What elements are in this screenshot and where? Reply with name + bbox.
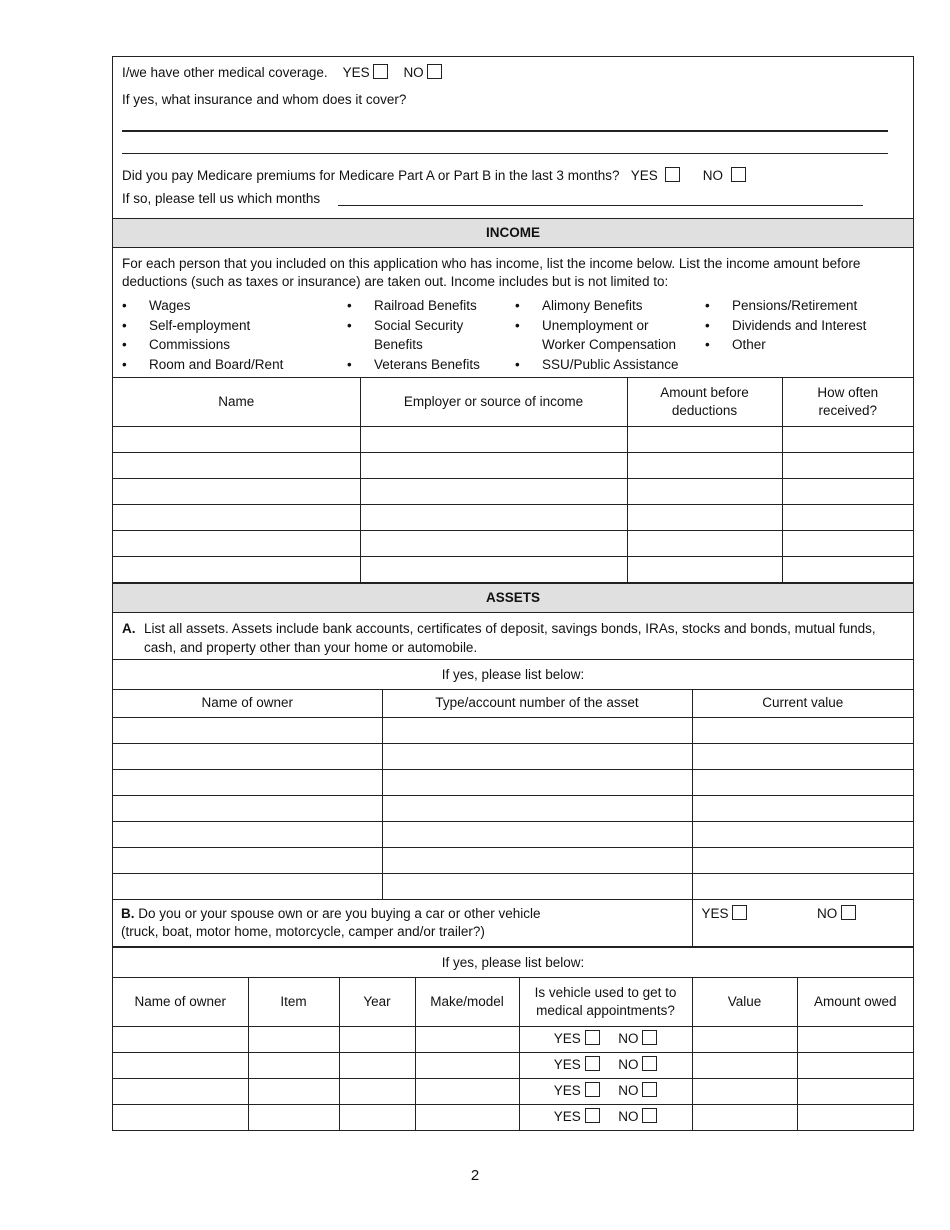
medicare-no-checkbox[interactable] bbox=[731, 167, 746, 182]
income-intro-text: For each person that you included on this application who has income, list the income below. List the income amount before deductions (such as taxes or insurance) are taken out. Income includes but is not limited to: bbox=[122, 256, 861, 289]
coverage-section bbox=[113, 57, 913, 219]
income-source-cell[interactable] bbox=[360, 426, 627, 452]
vehicle-medical-yes-label: YES bbox=[553, 1031, 581, 1046]
vehicle-col-make: Make/model bbox=[415, 978, 519, 1026]
income-frequency-cell[interactable] bbox=[782, 504, 913, 530]
income-types-column-1 bbox=[122, 296, 332, 374]
income-amount-cell[interactable] bbox=[627, 478, 782, 504]
income-source-cell[interactable] bbox=[360, 478, 627, 504]
vehicle-medical-yes-checkbox[interactable] bbox=[585, 1108, 600, 1123]
income-source-cell[interactable] bbox=[360, 556, 627, 582]
vehicle-medical-cell bbox=[519, 1026, 692, 1052]
vehicle-no-label: NO bbox=[817, 906, 838, 921]
vehicle-make-cell[interactable] bbox=[415, 1104, 519, 1130]
vehicle-list-below: If yes, please list below: bbox=[113, 947, 913, 978]
vehicle-owner-cell[interactable] bbox=[113, 1026, 248, 1052]
vehicle-medical-no-label: NO bbox=[618, 1109, 639, 1124]
income-types-list bbox=[122, 296, 904, 376]
vehicle-medical-yes-checkbox[interactable] bbox=[585, 1082, 600, 1097]
vehicle-owed-cell[interactable] bbox=[797, 1026, 913, 1052]
vehicle-question-cell bbox=[113, 900, 692, 947]
coverage-no-label: NO bbox=[403, 65, 424, 80]
medicare-months-input-line[interactable] bbox=[338, 205, 863, 206]
vehicle-year-cell[interactable] bbox=[339, 1104, 415, 1130]
income-type-item: • Commissions bbox=[122, 335, 332, 355]
vehicle-col-owner: Name of owner bbox=[113, 978, 248, 1026]
vehicle-item-cell[interactable] bbox=[248, 1052, 339, 1078]
vehicle-medical-yes-label: YES bbox=[553, 1057, 581, 1072]
asset-type-cell[interactable] bbox=[382, 848, 692, 874]
vehicle-medical-yes-checkbox[interactable] bbox=[585, 1056, 600, 1071]
income-source-cell[interactable] bbox=[360, 530, 627, 556]
vehicle-make-cell[interactable] bbox=[415, 1026, 519, 1052]
assets-table-row bbox=[113, 848, 913, 874]
vehicle-table-row bbox=[113, 1026, 913, 1052]
asset-type-cell[interactable] bbox=[382, 822, 692, 848]
income-table-row bbox=[113, 426, 913, 452]
vehicle-year-cell[interactable] bbox=[339, 1052, 415, 1078]
asset-value-cell[interactable] bbox=[692, 796, 913, 822]
income-type-item: • Unemployment or Worker Compensation bbox=[515, 316, 695, 355]
vehicle-yes-group bbox=[702, 906, 752, 921]
coverage-yes-label: YES bbox=[342, 65, 370, 80]
coverage-no-checkbox[interactable] bbox=[427, 64, 442, 79]
vehicle-question-row bbox=[113, 900, 913, 947]
vehicle-yes-no-cell bbox=[692, 900, 913, 947]
income-type-item: • SSU/Public Assistance bbox=[515, 355, 695, 375]
income-amount-cell[interactable] bbox=[627, 530, 782, 556]
income-type-item: • Alimony Benefits bbox=[515, 296, 695, 316]
income-name-cell[interactable] bbox=[113, 478, 360, 504]
vehicle-owed-cell[interactable] bbox=[797, 1104, 913, 1130]
vehicle-owed-cell[interactable] bbox=[797, 1078, 913, 1104]
income-type-item: • Pensions/Retirement bbox=[705, 296, 905, 316]
vehicle-owner-cell[interactable] bbox=[113, 1104, 248, 1130]
coverage-answer-line-1[interactable] bbox=[122, 130, 888, 132]
vehicle-medical-no-checkbox[interactable] bbox=[642, 1108, 657, 1123]
income-source-cell[interactable] bbox=[360, 452, 627, 478]
income-types-column-3 bbox=[515, 296, 695, 374]
asset-type-cell[interactable] bbox=[382, 874, 692, 900]
assets-table bbox=[113, 690, 913, 948]
asset-type-cell[interactable] bbox=[382, 718, 692, 744]
vehicle-owner-cell[interactable] bbox=[113, 1052, 248, 1078]
assets-table-header bbox=[113, 690, 913, 718]
asset-owner-cell[interactable] bbox=[113, 874, 382, 900]
income-frequency-cell[interactable] bbox=[782, 426, 913, 452]
income-header: INCOME bbox=[113, 219, 913, 248]
income-intro-section bbox=[113, 248, 913, 378]
assets-a-section bbox=[113, 613, 913, 660]
assets-table-row bbox=[113, 874, 913, 900]
vehicle-col-item: Item bbox=[248, 978, 339, 1026]
income-type-item: • Railroad Benefits bbox=[347, 296, 497, 316]
asset-value-cell[interactable] bbox=[692, 744, 913, 770]
vehicle-value-cell[interactable] bbox=[692, 1052, 797, 1078]
income-table bbox=[113, 378, 913, 583]
medicare-no-label: NO bbox=[702, 168, 724, 183]
asset-owner-cell[interactable] bbox=[113, 796, 382, 822]
medicare-months-prompt: If so, please tell us which months bbox=[122, 191, 321, 206]
vehicle-year-cell[interactable] bbox=[339, 1026, 415, 1052]
asset-value-cell[interactable] bbox=[692, 770, 913, 796]
medicare-yes-label: YES bbox=[630, 168, 658, 183]
vehicle-medical-cell bbox=[519, 1052, 692, 1078]
vehicle-value-cell[interactable] bbox=[692, 1078, 797, 1104]
income-frequency-cell[interactable] bbox=[782, 452, 913, 478]
asset-owner-cell[interactable] bbox=[113, 718, 382, 744]
vehicle-col-medical: Is vehicle used to get to medical appointments? bbox=[519, 978, 692, 1026]
income-table-row bbox=[113, 530, 913, 556]
income-frequency-cell[interactable] bbox=[782, 478, 913, 504]
coverage-yes-checkbox[interactable] bbox=[373, 64, 388, 79]
vehicle-no-group bbox=[817, 906, 856, 921]
vehicle-medical-cell bbox=[519, 1078, 692, 1104]
asset-type-cell[interactable] bbox=[382, 796, 692, 822]
vehicle-item-cell[interactable] bbox=[248, 1026, 339, 1052]
vehicle-owed-cell[interactable] bbox=[797, 1052, 913, 1078]
income-frequency-cell[interactable] bbox=[782, 530, 913, 556]
vehicle-col-owed: Amount owed bbox=[797, 978, 913, 1026]
assets-list-below: If yes, please list below: bbox=[113, 660, 913, 690]
vehicle-table bbox=[113, 978, 913, 1130]
assets-table-row bbox=[113, 718, 913, 744]
asset-owner-cell[interactable] bbox=[113, 744, 382, 770]
income-name-cell[interactable] bbox=[113, 426, 360, 452]
assets-table-row bbox=[113, 744, 913, 770]
assets-a-text: List all assets. Assets include bank accounts, certificates of deposit, savings bonds, IRAs, stocks and bonds, mutual funds, cash, and property other than your home or automobile. bbox=[144, 620, 876, 655]
income-name-cell[interactable] bbox=[113, 530, 360, 556]
income-table-row bbox=[113, 556, 913, 582]
income-col-employer: Employer or source of income bbox=[360, 378, 627, 426]
income-type-item: • Other bbox=[705, 335, 905, 355]
assets-b-label: B. bbox=[121, 906, 135, 921]
assets-b-text: Do you or your spouse own or are you buying a car or other vehicle bbox=[138, 906, 541, 921]
coverage-question-row bbox=[122, 64, 442, 80]
income-amount-cell[interactable] bbox=[627, 452, 782, 478]
vehicle-medical-no-checkbox[interactable] bbox=[642, 1082, 657, 1097]
vehicle-year-cell[interactable] bbox=[339, 1078, 415, 1104]
income-types-column-4 bbox=[705, 296, 905, 355]
coverage-answer-line-2[interactable] bbox=[122, 153, 888, 154]
asset-value-cell[interactable] bbox=[692, 848, 913, 874]
income-amount-cell[interactable] bbox=[627, 504, 782, 530]
assets-col-type: Type/account number of the asset bbox=[382, 690, 692, 718]
income-table-row bbox=[113, 452, 913, 478]
asset-value-cell[interactable] bbox=[692, 874, 913, 900]
income-table-header bbox=[113, 378, 913, 426]
vehicle-yes-checkbox[interactable] bbox=[732, 905, 747, 920]
assets-b-text-2: (truck, boat, motor home, motorcycle, camper and/or trailer?) bbox=[121, 924, 485, 939]
vehicle-medical-no-label: NO bbox=[618, 1057, 639, 1072]
income-col-amount: Amount before deductions bbox=[627, 378, 782, 426]
income-type-item: • Self-employment bbox=[122, 316, 332, 336]
income-type-item: • Veterans Benefits bbox=[347, 355, 497, 375]
vehicle-table-row bbox=[113, 1104, 913, 1130]
income-table-row bbox=[113, 478, 913, 504]
assets-table-row bbox=[113, 822, 913, 848]
coverage-followup: If yes, what insurance and whom does it cover? bbox=[122, 92, 407, 107]
application-form-page bbox=[112, 56, 914, 1131]
asset-owner-cell[interactable] bbox=[113, 822, 382, 848]
asset-type-cell[interactable] bbox=[382, 744, 692, 770]
vehicle-item-cell[interactable] bbox=[248, 1104, 339, 1130]
income-amount-cell[interactable] bbox=[627, 426, 782, 452]
vehicle-make-cell[interactable] bbox=[415, 1078, 519, 1104]
vehicle-no-checkbox[interactable] bbox=[841, 905, 856, 920]
vehicle-medical-cell bbox=[519, 1104, 692, 1130]
income-type-item: • Wages bbox=[122, 296, 332, 316]
vehicle-medical-yes-label: YES bbox=[553, 1083, 581, 1098]
asset-owner-cell[interactable] bbox=[113, 848, 382, 874]
income-table-row bbox=[113, 504, 913, 530]
income-type-item: • Room and Board/Rent bbox=[122, 355, 332, 375]
assets-table-row bbox=[113, 796, 913, 822]
assets-col-owner: Name of owner bbox=[113, 690, 382, 718]
vehicle-yes-label: YES bbox=[701, 906, 729, 921]
vehicle-medical-yes-label: YES bbox=[553, 1109, 581, 1124]
income-source-cell[interactable] bbox=[360, 504, 627, 530]
asset-owner-cell[interactable] bbox=[113, 770, 382, 796]
vehicle-table-row bbox=[113, 1052, 913, 1078]
coverage-question: I/we have other medical coverage. bbox=[122, 65, 328, 80]
vehicle-table-header bbox=[113, 978, 913, 1026]
income-frequency-cell[interactable] bbox=[782, 556, 913, 582]
income-type-item: • Dividends and Interest bbox=[705, 316, 905, 336]
assets-col-value: Current value bbox=[692, 690, 913, 718]
vehicle-item-cell[interactable] bbox=[248, 1078, 339, 1104]
vehicle-medical-no-checkbox[interactable] bbox=[642, 1056, 657, 1071]
vehicle-medical-no-checkbox[interactable] bbox=[642, 1030, 657, 1045]
vehicle-owner-cell[interactable] bbox=[113, 1078, 248, 1104]
income-types-column-2 bbox=[347, 296, 497, 374]
medicare-yes-checkbox[interactable] bbox=[665, 167, 680, 182]
vehicle-medical-no-label: NO bbox=[618, 1083, 639, 1098]
asset-value-cell[interactable] bbox=[692, 822, 913, 848]
vehicle-col-year: Year bbox=[339, 978, 415, 1026]
vehicle-col-value: Value bbox=[692, 978, 797, 1026]
income-col-name: Name bbox=[113, 378, 360, 426]
income-name-cell[interactable] bbox=[113, 504, 360, 530]
income-amount-cell[interactable] bbox=[627, 556, 782, 582]
vehicle-medical-yes-checkbox[interactable] bbox=[585, 1030, 600, 1045]
vehicle-value-cell[interactable] bbox=[692, 1104, 797, 1130]
vehicle-medical-no-label: NO bbox=[618, 1031, 639, 1046]
assets-header: ASSETS bbox=[113, 583, 913, 613]
assets-a-label: A. bbox=[122, 620, 136, 636]
vehicle-table-row bbox=[113, 1078, 913, 1104]
income-name-cell[interactable] bbox=[113, 556, 360, 582]
assets-table-row bbox=[113, 770, 913, 796]
income-col-frequency: How often received? bbox=[782, 378, 913, 426]
income-name-cell[interactable] bbox=[113, 452, 360, 478]
medicare-question-row bbox=[122, 167, 746, 183]
asset-value-cell[interactable] bbox=[692, 718, 913, 744]
vehicle-make-cell[interactable] bbox=[415, 1052, 519, 1078]
medicare-question: Did you pay Medicare premiums for Medicare Part A or Part B in the last 3 months? bbox=[122, 168, 620, 183]
vehicle-value-cell[interactable] bbox=[692, 1026, 797, 1052]
page-number: 2 bbox=[470, 1167, 480, 1184]
asset-type-cell[interactable] bbox=[382, 770, 692, 796]
income-type-item: • Social Security Benefits bbox=[347, 316, 497, 355]
